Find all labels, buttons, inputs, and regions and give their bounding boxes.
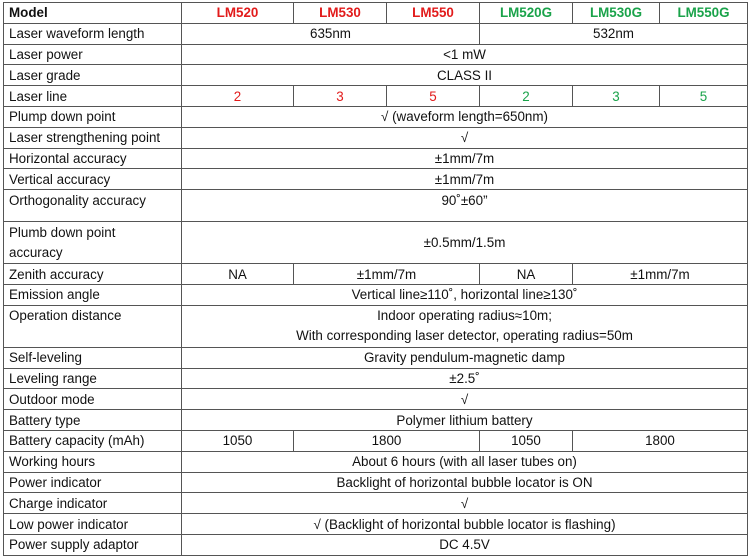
row-label: Low power indicator [4,514,182,535]
cell-value: 3 [294,86,387,107]
row-label: Zenith accuracy [4,264,182,285]
row-label: Operation distance [4,305,182,347]
row-adaptor [4,534,748,555]
row-label: Laser strengthening point [4,127,182,148]
row-label: Working hours [4,451,182,472]
row-label: Laser line [4,86,182,107]
row-horizontal [4,148,748,169]
row-low-power [4,514,748,535]
row-label [4,222,182,264]
row-label: Laser power [4,44,182,65]
cell-value: NA [480,264,573,285]
row-self-leveling [4,347,748,368]
header-row [4,3,748,24]
cell-value: CLASS II [182,65,748,86]
cell-value: ±1mm/7m [182,169,748,190]
cell-value: 635nm [182,23,480,44]
cell-value: ±1mm/7m [294,264,480,285]
row-label: Power indicator [4,472,182,493]
row-label: Laser waveform length [4,23,182,44]
model-lm550: LM550 [387,3,480,24]
cell-value: 1800 [573,430,748,451]
row-distance [4,305,748,347]
cell-value: <1 mW [182,44,748,65]
row-leveling-range [4,368,748,389]
row-label: Emission angle [4,284,182,305]
cell-value: Gravity pendulum-magnetic damp [182,347,748,368]
cell-value: Vertical line≥110˚, horizontal line≥130˚ [182,284,748,305]
row-strengthening [4,127,748,148]
cell-value: ±0.5mm/1.5m [182,222,748,264]
row-label: Leveling range [4,368,182,389]
cell-value: √ [182,493,748,514]
model-lm550g: LM550G [660,3,748,24]
row-label: Power supply adaptor [4,534,182,555]
row-working-hours [4,451,748,472]
row-label: Self-leveling [4,347,182,368]
cell-value: Polymer lithium battery [182,410,748,431]
row-plumb [4,222,748,264]
cell-value: DC 4.5V [182,534,748,555]
row-battery-type [4,410,748,431]
row-emission [4,284,748,305]
model-lm530: LM530 [294,3,387,24]
distance-line1: Indoor operating radius≈10m; [377,308,552,324]
row-label: Battery capacity (mAh) [4,430,182,451]
row-label: Battery type [4,410,182,431]
cell-value: ±2.5˚ [182,368,748,389]
row-vertical [4,169,748,190]
model-lm520: LM520 [182,3,294,24]
row-label-line1: Plumb down point [9,225,116,241]
row-power-indicator [4,472,748,493]
row-orthogonality [4,190,748,222]
cell-value: √ [182,389,748,410]
cell-value: Backlight of horizontal bubble locator is ON [182,472,748,493]
cell-value: About 6 hours (with all laser tubes on) [182,451,748,472]
cell-value: NA [182,264,294,285]
model-lm530g: LM530G [573,3,660,24]
row-laser-line [4,86,748,107]
cell-value: √ (Backlight of horizontal bubble locator is flashing) [182,514,748,535]
model-header: Model [4,3,182,24]
cell-value: 532nm [480,23,748,44]
row-outdoor [4,389,748,410]
model-lm520g: LM520G [480,3,573,24]
row-label: Laser grade [4,65,182,86]
cell-value: 3 [573,86,660,107]
cell-value: 2 [480,86,573,107]
distance-line2: With corresponding laser detector, operating radius=50m [296,328,633,344]
row-power [4,44,748,65]
cell-value: √ [182,127,748,148]
cell-value: √ (waveform length=650nm) [182,106,748,127]
cell-value [182,305,748,347]
row-label: Outdoor mode [4,389,182,410]
row-label: Vertical accuracy [4,169,182,190]
cell-value: 1800 [294,430,480,451]
row-label: Plump down point [4,106,182,127]
row-grade [4,65,748,86]
cell-value: 2 [182,86,294,107]
row-battery-capacity [4,430,748,451]
spec-table [3,2,748,556]
cell-value: 90˚±60” [182,190,748,222]
row-waveform [4,23,748,44]
cell-value: 1050 [182,430,294,451]
row-zenith [4,264,748,285]
cell-value: 5 [660,86,748,107]
cell-value: ±1mm/7m [182,148,748,169]
cell-value: 5 [387,86,480,107]
row-label-line2: accuracy [9,245,63,261]
row-label: Horizontal accuracy [4,148,182,169]
row-plump [4,106,748,127]
row-label: Orthogonality accuracy [4,190,182,222]
row-label: Charge indicator [4,493,182,514]
cell-value: 1050 [480,430,573,451]
row-charge-indicator [4,493,748,514]
cell-value: ±1mm/7m [573,264,748,285]
